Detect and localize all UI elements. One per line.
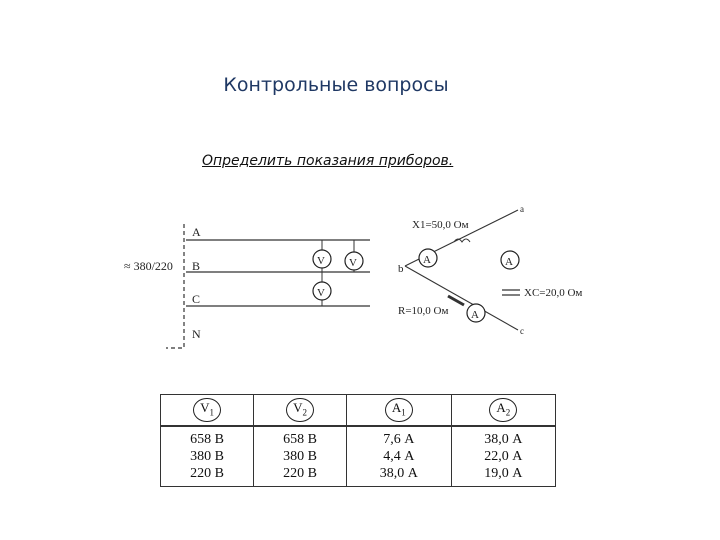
meter-symbol: $A_2$ [489,398,517,423]
table-cell: 380 В [254,448,347,465]
table-cell: 4,4 А [347,448,451,465]
phase-label-n: N [192,327,201,341]
voltmeter-3-label: V [317,287,325,299]
phase-label-b: B [192,259,201,273]
table-cell: 22,0 А [451,448,555,465]
slide-title: Контрольные вопросы [223,74,449,96]
voltmeter-1-label: V [317,255,325,267]
header-cell [347,395,451,427]
voltmeter-2-label: V [349,257,357,269]
branch-b-to-c [405,266,518,330]
table-row [161,448,556,465]
xc-label: XC=20,0 Ом [524,287,583,299]
meter-symbol: $V_2$ [286,398,314,423]
x1-label: X1=50,0 Ом [412,219,469,231]
node-b-label: b [398,263,404,275]
ammeter-2-label: A [505,256,513,268]
table-row [161,465,556,487]
table-row [161,426,556,448]
table-cell: 220 В [254,465,347,487]
table-cell: 38,0 А [347,465,451,487]
phase-label-c: C [192,292,201,306]
task-text: Определить показания приборов. [202,153,454,169]
phase-label-a: A [192,225,201,239]
table-cell: 7,6 А [347,426,451,448]
table-cell: 658 В [254,426,347,448]
supply-bracket [166,224,184,348]
table-cell: 380 В [161,448,254,465]
header-cell [161,395,254,427]
terminal-c-label: c [520,326,524,336]
table-cell: 220 В [161,465,254,487]
header-cell [451,395,555,427]
table-cell: 38,0 А [451,426,555,448]
resistor-symbol [448,296,464,305]
ammeter-1-label: A [423,254,431,266]
readings-table [160,394,556,487]
table-cell: 19,0 А [451,465,555,487]
header-cell [254,395,347,427]
table-header-row [161,395,556,427]
r-label: R=10,0 Ом [398,305,449,317]
supply-label: ≈ 380/220 [124,259,173,273]
meter-symbol: $A_1$ [385,398,413,423]
meter-symbol: $V_1$ [193,398,221,423]
table-cell: 658 В [161,426,254,448]
terminal-a-label: a [520,204,524,214]
ammeter-3-label: A [471,309,479,321]
